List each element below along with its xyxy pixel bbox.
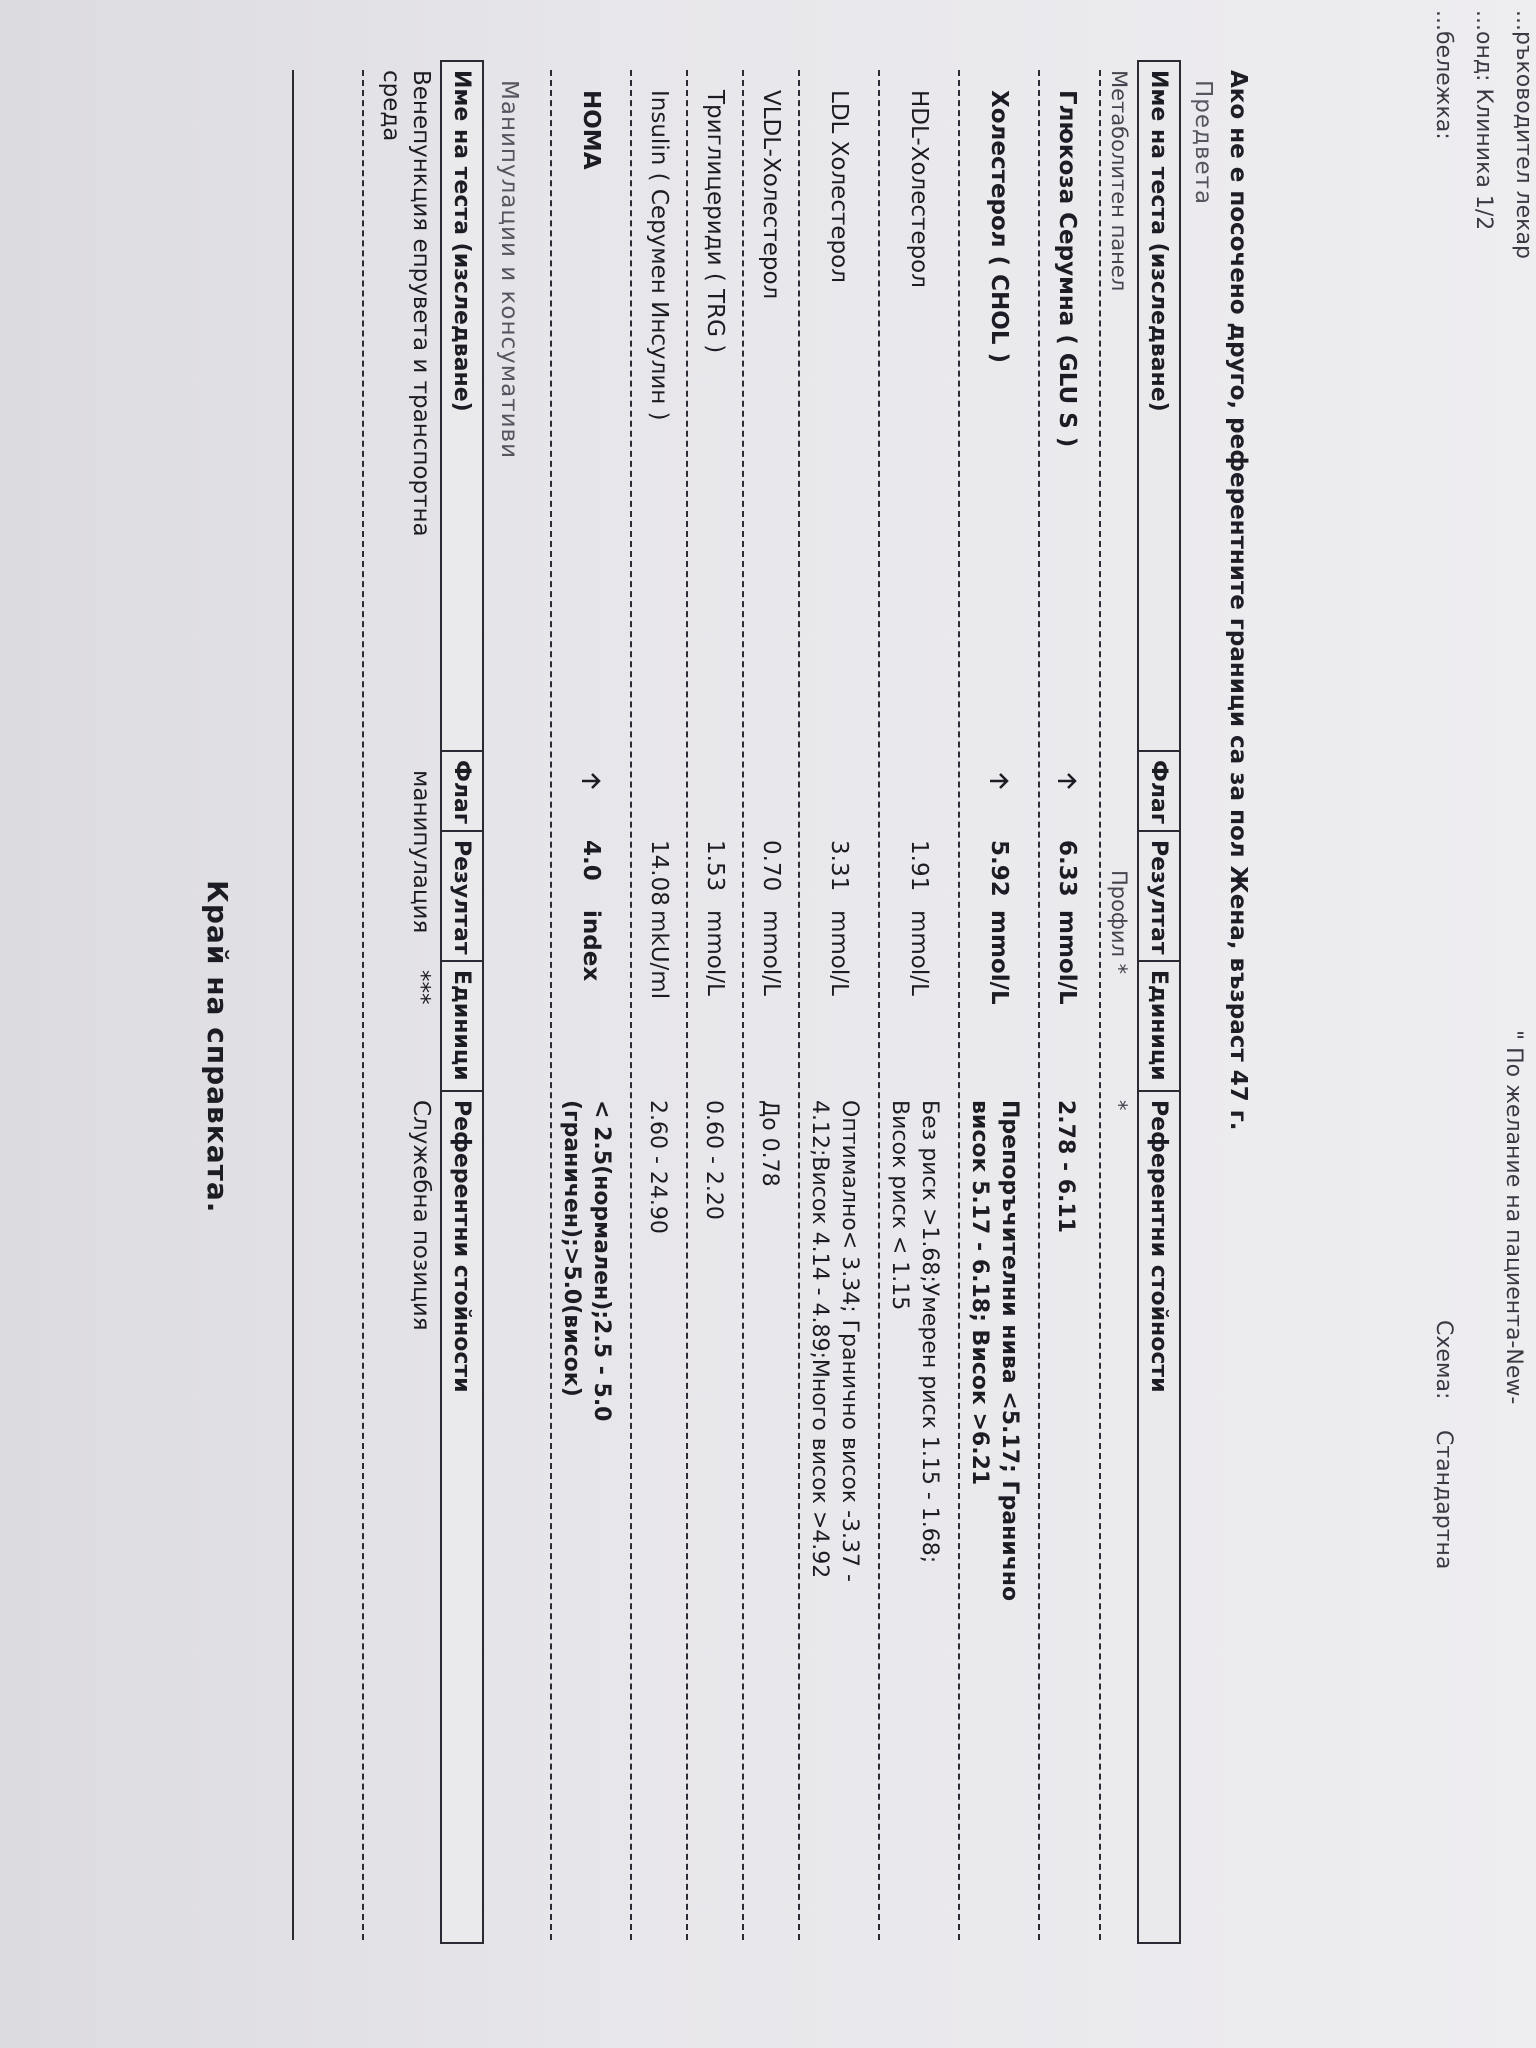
panel-result: Профил *	[1107, 870, 1131, 975]
top-fragment-note: ...бележка:	[1431, 10, 1456, 140]
result-value: 6.33	[1054, 840, 1080, 897]
row-divider	[362, 70, 364, 1940]
result-value: 1.91	[906, 840, 932, 892]
result-value: 1.53	[702, 840, 728, 892]
top-fragment-doctor: ...ръководител лекар	[1511, 10, 1536, 259]
reference-line-2: висок 5.17 - 6.18; Висок >6.21	[967, 1100, 992, 1486]
reference-line-1: < 2.5(нормален);2.5 - 5.0	[589, 1100, 614, 1422]
result-units: mmol/L	[986, 910, 1012, 1005]
row-divider	[878, 70, 880, 1940]
row-divider	[1099, 70, 1101, 1940]
reference-line-1: Оптимално< 3.34; Гранично висок -3.37 -	[837, 1100, 862, 1582]
test-name: LDL Холестерол	[826, 90, 852, 283]
reference-line-1: Препоръчителни нива <5.17; Гранично	[997, 1100, 1022, 1602]
result-value: 14.08	[646, 840, 672, 906]
scheme-value: Стандартна	[1431, 1430, 1456, 1570]
manipulation-units: ***	[408, 970, 434, 1005]
result-units: mmol/L	[702, 910, 728, 996]
col-header-reference: Референтни стойности	[449, 1100, 475, 1393]
reference-line-2: Висок риск < 1.15	[887, 1100, 912, 1311]
test-name: Холестерол ( CHOL )	[986, 90, 1012, 364]
col-header-name: Име на теста (изследване)	[1139, 62, 1179, 752]
col-header-flag: Флаг	[1139, 752, 1179, 832]
test-name: HOMA	[578, 90, 604, 170]
row-divider	[958, 70, 960, 1940]
col-header-reference: Референтни стойности	[1146, 1100, 1172, 1393]
row-divider	[550, 70, 552, 1940]
panel-name: Метаболитен панел	[1107, 70, 1131, 292]
test-name: Глюкоза Серумна ( GLU S )	[1054, 90, 1080, 448]
reference-line-2: 4.12;Висок 4.14 - 4.89;Много висок >4.92	[807, 1100, 832, 1579]
result-units: mmol/L	[758, 910, 784, 996]
top-fragment-clinic: ...онд: Клиника 1/2	[1471, 10, 1496, 231]
section-title-presents: Предвета	[1190, 80, 1216, 206]
flag-up-arrow-icon	[1056, 770, 1078, 792]
test-name: VLDL-Холестерол	[758, 90, 784, 300]
scheme-label: Схема:	[1431, 1320, 1456, 1400]
reference-line-1: 2.60 - 24.90	[645, 1100, 670, 1234]
result-value: 5.92	[986, 840, 1012, 897]
manipulations-table-header	[440, 60, 484, 1944]
reference-line-1: До 0.78	[757, 1100, 782, 1187]
results-table-header	[1137, 60, 1181, 1944]
result-units: mkU/ml	[646, 910, 672, 1000]
result-value: 4.0	[578, 840, 604, 881]
test-name: HDL-Холестерол	[906, 90, 932, 288]
col-header-flag: Флаг	[442, 752, 482, 832]
test-name: Insulin ( Серумен Инсулин )	[646, 90, 672, 421]
manipulation-name-line-1: Венепункция епрувета и транспортна	[408, 70, 434, 537]
section-title-manipulations: Манипулации и консумативи	[496, 80, 522, 460]
row-divider	[1038, 70, 1040, 1940]
reference-line-1: 0.60 - 2.20	[701, 1100, 726, 1220]
result-value: 3.31	[826, 840, 852, 892]
reference-line-1: Без риск >1.68;Умерен риск 1.15 - 1.68;	[917, 1100, 942, 1564]
result-units: mmol/L	[826, 910, 852, 996]
result-value: 0.70	[758, 840, 784, 892]
col-header-name: Име на теста (изследване)	[442, 62, 482, 752]
panel-reference: *	[1107, 1100, 1131, 1111]
end-of-report-text: Край на справката.	[201, 880, 234, 1214]
test-name: Триглицериди ( TRG )	[702, 90, 728, 354]
row-divider	[686, 70, 688, 1940]
col-header-units: Единици	[1139, 962, 1179, 1092]
result-units: mmol/L	[906, 910, 932, 996]
reference-line-2: (граничен);>5.0(висок)	[559, 1100, 584, 1397]
col-header-result: Резултат	[442, 832, 482, 962]
flag-up-arrow-icon	[988, 770, 1010, 792]
row-divider	[630, 70, 632, 1940]
reference-line-1: 2.78 - 6.11	[1053, 1100, 1078, 1234]
flag-up-arrow-icon	[580, 770, 602, 792]
row-divider	[742, 70, 744, 1940]
col-header-result: Резултат	[1139, 832, 1179, 962]
row-divider	[798, 70, 800, 1940]
manipulation-result: манипулация	[408, 770, 434, 934]
result-units: mmol/L	[1054, 910, 1080, 1005]
col-header-units: Единици	[442, 962, 482, 1092]
bottom-rule	[292, 70, 294, 1940]
manipulation-reference: Служебна позиция	[408, 1100, 434, 1331]
reference-note: Ако не е посочено друго, референтните граници са за пол Жена, възраст 47 г.	[1225, 70, 1251, 1131]
manipulation-name-line-2: среда	[378, 70, 404, 142]
result-units: index	[578, 910, 604, 982]
patient-wish-text: " По желание на пациента-New-	[1501, 1030, 1526, 1405]
